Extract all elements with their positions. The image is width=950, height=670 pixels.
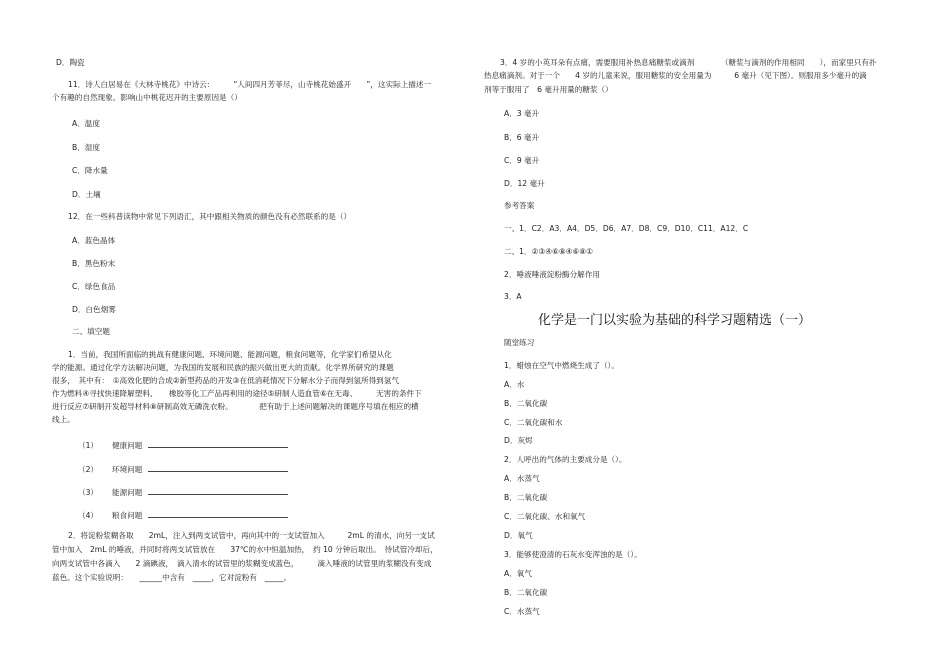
right-text-line: 热息痛滴剂。对于一个 4 岁的儿童来说，服用糖浆的安全用量为 6 毫升（见下图）。则服用多少毫升的滴 [484, 71, 867, 80]
left-text-line: C．绿色食品 [72, 282, 116, 291]
right-text-line: A．水 [504, 380, 525, 389]
fill-in-number: （2） [78, 465, 99, 474]
left-text-line: 作为燃料④寻找快速降解塑料、 橡胶等化工产品再利用的途径⑤研制人造血管⑥在无毒、 无害的条件下 [52, 389, 422, 398]
fill-in-number: （3） [78, 488, 99, 497]
right-text-line: 3．4 岁的小英耳朵有点痛，需要服用补热息痛糖浆或滴剂 （糖浆与滴剂的作用相同 ），而家里只有扑 [500, 58, 877, 67]
right-text-line: 2．人呼出的气体的主要成分是（）。 [504, 455, 627, 464]
answer-blank[interactable] [148, 439, 288, 448]
fill-in-number: （1） [78, 441, 99, 450]
left-text-line: 向两支试管中各滴入 2 滴碘液， 滴入清水的试管里的浆糊变成蓝色， 滴入唾液的试管里的浆糊没有变成 [52, 559, 432, 568]
left-text-line: D．白色烟雾 [72, 305, 116, 314]
right-text-line: A．3 毫升 [504, 109, 540, 118]
fill-in-item [78, 439, 288, 451]
right-text-line: D．12 毫升 [504, 179, 545, 188]
left-text-line: 11．诗人白居易在《大林寺桃花》中诗云： “人间四月芳菲尽，山寺桃花始盛开 ”，这实际上描述一 [68, 80, 432, 89]
right-text-line: D．氧气 [504, 531, 533, 540]
right-page [475, 0, 950, 670]
fill-in-number: （4） [78, 511, 99, 520]
fill-in-label: 健康问题 [112, 441, 143, 450]
section-title: 化学是一门以实验为基础的科学习题精选（一） [538, 313, 812, 328]
left-text-line: 个有趣的自然现象。影响山中桃花迟开的主要原因是（） [52, 93, 242, 102]
right-text-line: 参考答案 [504, 201, 535, 210]
right-text-line: A．氧气 [504, 569, 532, 578]
right-text-line: 剂等于服用了 6 毫升用量的糖浆（） [484, 85, 613, 94]
answer-blank[interactable] [148, 486, 288, 495]
left-text-line: 12．在一些科普读物中常见下列语汇，其中跟相关物质的颜色没有必然联系的是（） [68, 212, 352, 221]
fill-in-item [78, 486, 288, 498]
left-text-line: D．土壤 [72, 190, 101, 199]
fill-in-label: 能源问题 [112, 488, 143, 497]
left-text-line: 2．将淀粉浆糊各取 2mL，注入到两支试管中，再向其中的一支试管加入 2mL 的清水，向另一支试 [68, 531, 435, 540]
left-text-line: 管中加入 2mL 的唾液，并同时将两支试管放在 37℃的水中恒温加热， 约 10 分钟后取出。 待试管冷却后， [52, 545, 438, 554]
left-text-line: B．黑色粉末 [72, 259, 116, 268]
fill-in-item [78, 509, 288, 521]
left-text-line: 很多， 其中有： ①高效化肥的合成②新型药品的开发③在低消耗情况下分解水分子而得到氢所得到氢气 [52, 376, 399, 385]
right-text-line: 一、1．C2．A3．A4．D5．D6．A7．D8．C9．D10．C11．A12．C [504, 224, 749, 233]
fill-in-label: 粮食问题 [112, 511, 143, 520]
left-text-line: 线上。 [52, 415, 75, 424]
answer-blank[interactable] [148, 509, 288, 518]
left-text-line: A．蓝色晶体 [72, 236, 116, 245]
right-text-line: B．6 毫升 [504, 133, 540, 142]
left-text-line: 蓝色。这个实验说明： ______中含有 _____，它对淀粉有 _____。 [52, 573, 292, 582]
fill-in-label: 环境问题 [112, 465, 143, 474]
right-text-line: C．二氧化碳、水和氧气 [504, 512, 586, 521]
right-text-line: C．二氧化碳和水 [504, 418, 563, 427]
right-text-line: 2．唾液唾液淀粉酶分解作用 [504, 270, 600, 279]
right-text-line: C．水蒸气 [504, 607, 540, 616]
right-text-line: 3．能够使澄清的石灰水变浑浊的是（）。 [504, 550, 642, 559]
left-text-line: C．降水量 [72, 166, 108, 175]
left-text-line: B．湿度 [72, 143, 100, 152]
left-text-line: 二、填空题 [72, 327, 110, 336]
left-text-line: A．温度 [72, 119, 100, 128]
left-text-line: 1．当前，我国所面临的挑战有健康问题、环境问题、能源问题，粮食问题等，化学家们希望从化 [68, 350, 392, 359]
left-text-line: D．陶瓷 [56, 58, 85, 67]
right-text-line: B．二氧化碳 [504, 588, 548, 597]
fill-in-item [78, 463, 288, 475]
right-text-line: D．灰烬 [504, 436, 533, 445]
left-text-line: 学的能源。通过化学方法解决问题，为我国的发展和民族的振兴做出更大的贡献。化学界所研究的课题 [52, 363, 394, 372]
right-text-line: A．水蒸气 [504, 474, 540, 483]
right-text-line: C．9 毫升 [504, 156, 540, 165]
right-text-line: 二、1．②③④⑥⑧④⑥⑧① [504, 247, 593, 256]
right-text-line: 1．蜡烛在空气中燃烧生成了（）。 [504, 361, 619, 370]
right-text-line: 随堂练习 [504, 338, 535, 347]
right-text-line: 3．A [504, 292, 522, 301]
right-text-line: B．二氧化碳 [504, 399, 548, 408]
left-text-line: 进行反应⑦研制开发超导材料⑧研制高效无磷洗衣粉。 把有助于上述问题解决的课题序号填在相应的横 [52, 402, 419, 411]
right-text-line: B．二氧化碳 [504, 493, 548, 502]
answer-blank[interactable] [148, 463, 288, 472]
